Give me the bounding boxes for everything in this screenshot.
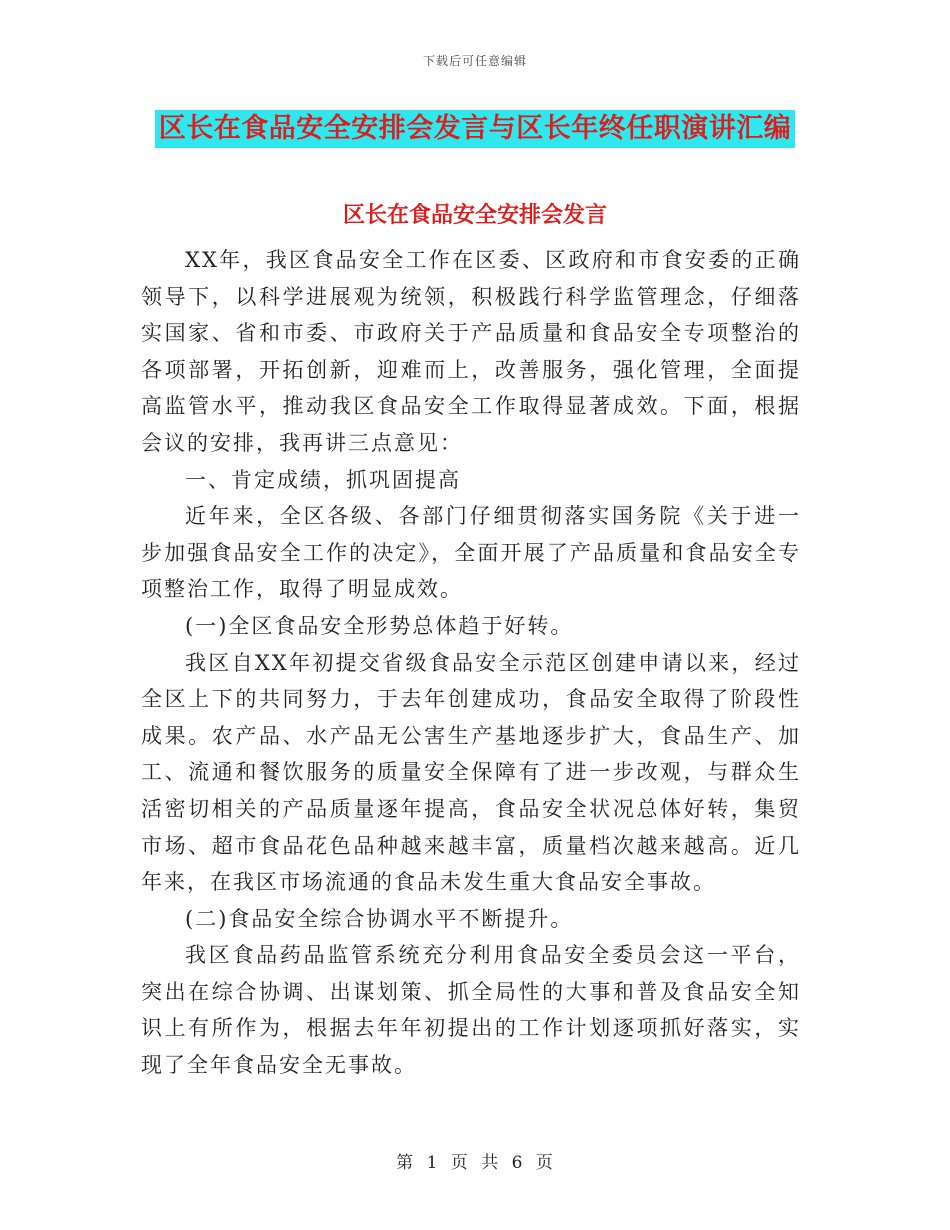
main-title: 区长在食品安全安排会发言与区长年终任职演讲汇编	[155, 110, 796, 148]
paragraph: XX年，我区食品安全工作在区委、区政府和市食安委的正确领导下，以科学进展观为统领，积极践行科学监管理念，仔细落实国家、省和市委、市政府关于产品质量和食品安全专项整治的各项部署，开拓创新，迎难而上，改善服务，强化管理，全面提高监管水平，推动我区食品安全工作取得显著成效。下面，根据会议的安排，我再讲三点意见：	[141, 248, 801, 455]
paragraph: 我区自XX年初提交省级食品安全示范区创建申请以来，经过全区上下的共同努力，于去年创建成功，食品安全取得了阶段性成果。农产品、水产品无公害生产基地逐步扩大，食品生产、加工、流通和餐饮服务的质量安全保障有了进一步改观，与群众生活密切相关的产品质量逐年提高，食品安全状况总体好转，集贸市场、超市食品花色品种越来越丰富，质量档次越来越高。近几年来，在我区市场流通的食品未发生重大食品安全事故。	[141, 650, 801, 895]
paragraph: 一、肯定成绩，抓巩固提高	[185, 467, 461, 492]
section-title: 区长在食品安全安排会发言	[342, 203, 607, 228]
paragraph: 我区食品药品监管系统充分利用食品安全委员会这一平台，突出在综合协调、出谋划策、抓全局性的大事和普及食品安全知识上有所作为，根据去年年初提出的工作计划逐项抓好落实，实现了全年食品安全无事故。	[141, 943, 801, 1078]
header-note: 下载后可任意编辑	[422, 54, 527, 68]
page-number: 第 1 页 共 6 页	[396, 1153, 554, 1173]
paragraph: (一)全区食品安全形势总体趋于好转。	[185, 613, 574, 638]
paragraph: (二)食品安全综合协调水平不断提升。	[185, 906, 574, 931]
paragraph: 近年来，全区各级、各部门仔细贯彻落实国务院《关于进一步加强食品安全工作的决定》，全面开展了产品质量和食品安全专项整治工作，取得了明显成效。	[141, 504, 801, 602]
main-title-container	[0, 110, 950, 148]
document-body	[141, 242, 801, 1084]
